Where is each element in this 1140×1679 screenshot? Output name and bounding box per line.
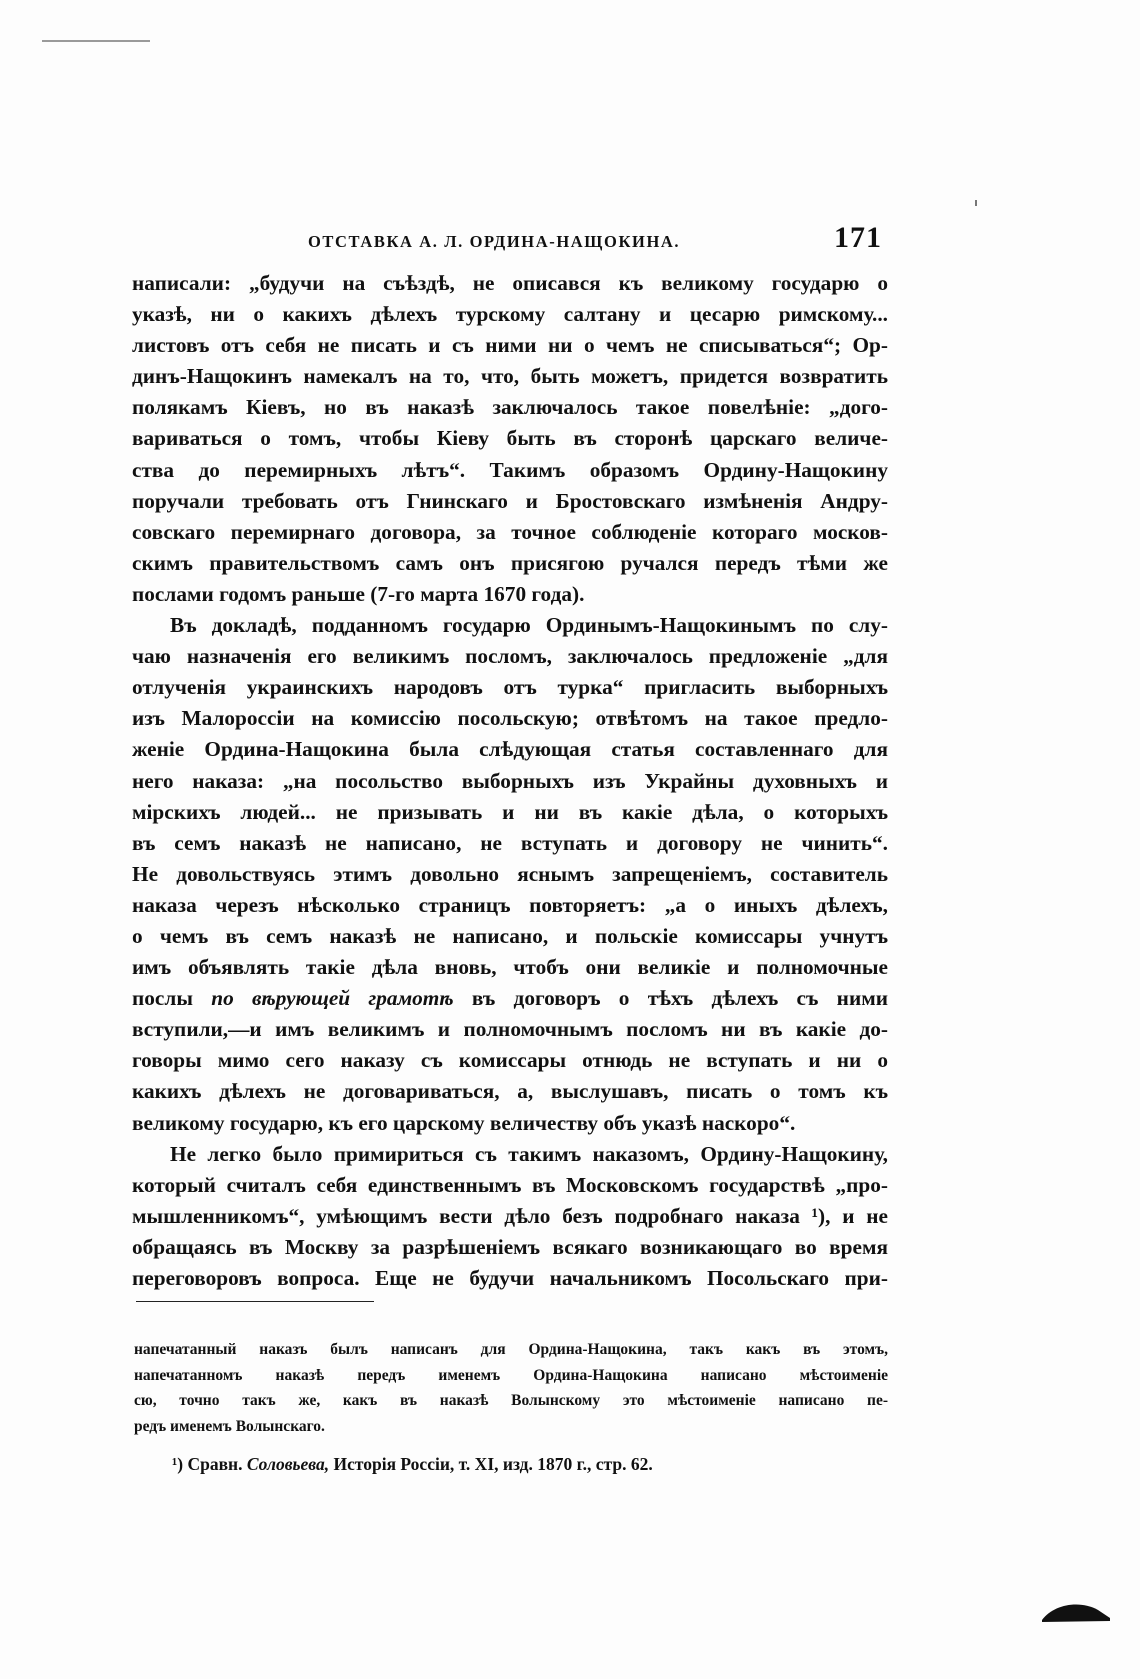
italic-phrase: по вѣрующей грамотѣ (211, 986, 454, 1011)
text-line: полякамъ Кіевъ, но въ наказѣ заключалось такое повелѣніе: „дого- (132, 395, 888, 420)
text-line: послами годомъ раньше (7-го марта 1670 года). (132, 581, 585, 606)
footnotes (134, 1337, 888, 1478)
footnote-1 (134, 1450, 888, 1478)
text-line: наказа черезъ нѣсколько страницъ повторяетъ: „а о иныхъ дѣлехъ, (132, 892, 888, 917)
footnote-citation: Исторія Россіи, т. XI, изд. 1870 г., стр. 62. (333, 1453, 653, 1474)
text-line: великому государю, къ его царскому величеству объ указѣ наскоро“. (132, 1110, 796, 1135)
library-stamp-icon (1040, 1598, 1112, 1626)
text-line: изъ Малороссіи на комиссію посольскую; отвѣтомъ на такое предло- (132, 706, 888, 731)
footnote-line: напечатанномъ наказѣ передъ именемъ Ордина-Нащокина написано мѣстоименіе (134, 1366, 888, 1384)
text-line: указѣ, ни о какихъ дѣлехъ турскому салтану и цесарю римскому... (132, 302, 888, 327)
footnote-prefix: Сравн. (187, 1453, 243, 1474)
text-line: переговоровъ вопроса. Еще не будучи начальникомъ Посольскаго при- (132, 1266, 888, 1290)
paragraph-start: Не легко было примириться съ такимъ наказомъ, Ордину-Нащокину, (170, 1141, 888, 1166)
text-line: чаю назначенія его великимъ посломъ, заключалось предложеніе „для (132, 644, 888, 669)
text-line: Не довольствуясь этимъ довольно яснымъ запрещеніемъ, составитель (132, 861, 888, 886)
footnote-marker: ¹) (172, 1453, 184, 1474)
body-text (132, 268, 888, 1294)
text-line: о чемъ въ семъ наказѣ не написано, и польскіе комиссары учнутъ (132, 923, 888, 948)
text-line: него наказа: „на посольство выборныхъ изъ Украйны духовныхъ и (132, 768, 888, 793)
text-line: динъ-Нащокинъ намекалъ на то, что, быть можетъ, придется возвратить (132, 364, 888, 389)
text-line: совскаго перемирнаго договора, за точное соблюденіе котораго москов- (132, 519, 888, 544)
text-line: какихъ дѣлехъ не договариваться, а, выслушавъ, писать о томъ къ (132, 1079, 888, 1104)
footnote-line: сю, точно такъ же, какъ въ наказѣ Волынскому это мѣстоименіе написано пе- (134, 1392, 888, 1410)
footnote-separator (136, 1301, 374, 1302)
text-line: женіе Ордина-Нащокина была слѣдующая статья составленнаго для (132, 737, 888, 762)
text-line: въ семъ наказѣ не написано, не вступать и договору не чинить“. (132, 830, 888, 855)
text-line: мірскихъ людей... не призывать и ни въ какіе дѣла, о которыхъ (132, 799, 888, 824)
text-line: написали: „будучи на съѣздѣ, не описався къ великому государю о (132, 271, 888, 295)
text-line: говоры мимо сего наказу съ комиссары отнюдь не вступать и ни о (132, 1048, 888, 1073)
text-line: отлученія украинскихъ народовъ отъ турка“ пригласить выборныхъ (132, 675, 888, 700)
text-line: который считалъ себя единственнымъ въ Московскомъ государствѣ „про- (132, 1172, 888, 1197)
text-line: мышленникомъ“, умѣющимъ вести дѣло безъ подробнаго наказа ¹), и не (132, 1203, 888, 1228)
text-line: имъ объявлять такіе дѣла вновь, чтобъ они великіе и полномочные (132, 955, 888, 980)
text-line: ства до перемирныхъ лѣтъ“. Такимъ образомъ Ордину-Нащокину (132, 457, 888, 482)
text-line: скимъ правительствомъ самъ онъ присягою ручался передъ тѣми же (132, 550, 888, 575)
paragraph-start: Въ докладѣ, подданномъ государю Ординымъ-Нащокинымъ по слу- (170, 613, 888, 638)
running-title: ОТСТАВКА А. Л. ОРДИНА-НАЩОКИНА. (308, 232, 681, 251)
text-line: вариваться о томъ, чтобы Кіеву быть въ сторонѣ царскаго величе- (132, 426, 888, 451)
text-line: поручали требовать отъ Гнинскаго и Бростовскаго измѣненія Андру- (132, 488, 888, 513)
footnote-line: редъ именемъ Волынскаго. (134, 1418, 325, 1436)
page-number: 171 (834, 221, 882, 254)
text-line-with-italic: послы по вѣрующей грамотѣ въ договоръ о тѣхъ дѣлехъ съ ними (132, 986, 888, 1011)
text-line: листовъ отъ себя не писать и съ ними ни о чемъ не списываться“; Ор- (132, 333, 888, 358)
text-line: вступили,—и имъ великимъ и полномочнымъ посломъ ни въ какіе до- (132, 1017, 888, 1042)
scan-speck (975, 200, 977, 206)
scan-edge-rule (42, 40, 150, 42)
footnote-author: Соловьева, (246, 1453, 330, 1474)
text-line: обращаясь въ Москву за разрѣшеніемъ всякаго возникающаго во время (132, 1234, 888, 1259)
footnote-line: напечатанный наказъ былъ написанъ для Ордина-Нащокина, такъ какъ въ этомъ, (134, 1341, 888, 1358)
